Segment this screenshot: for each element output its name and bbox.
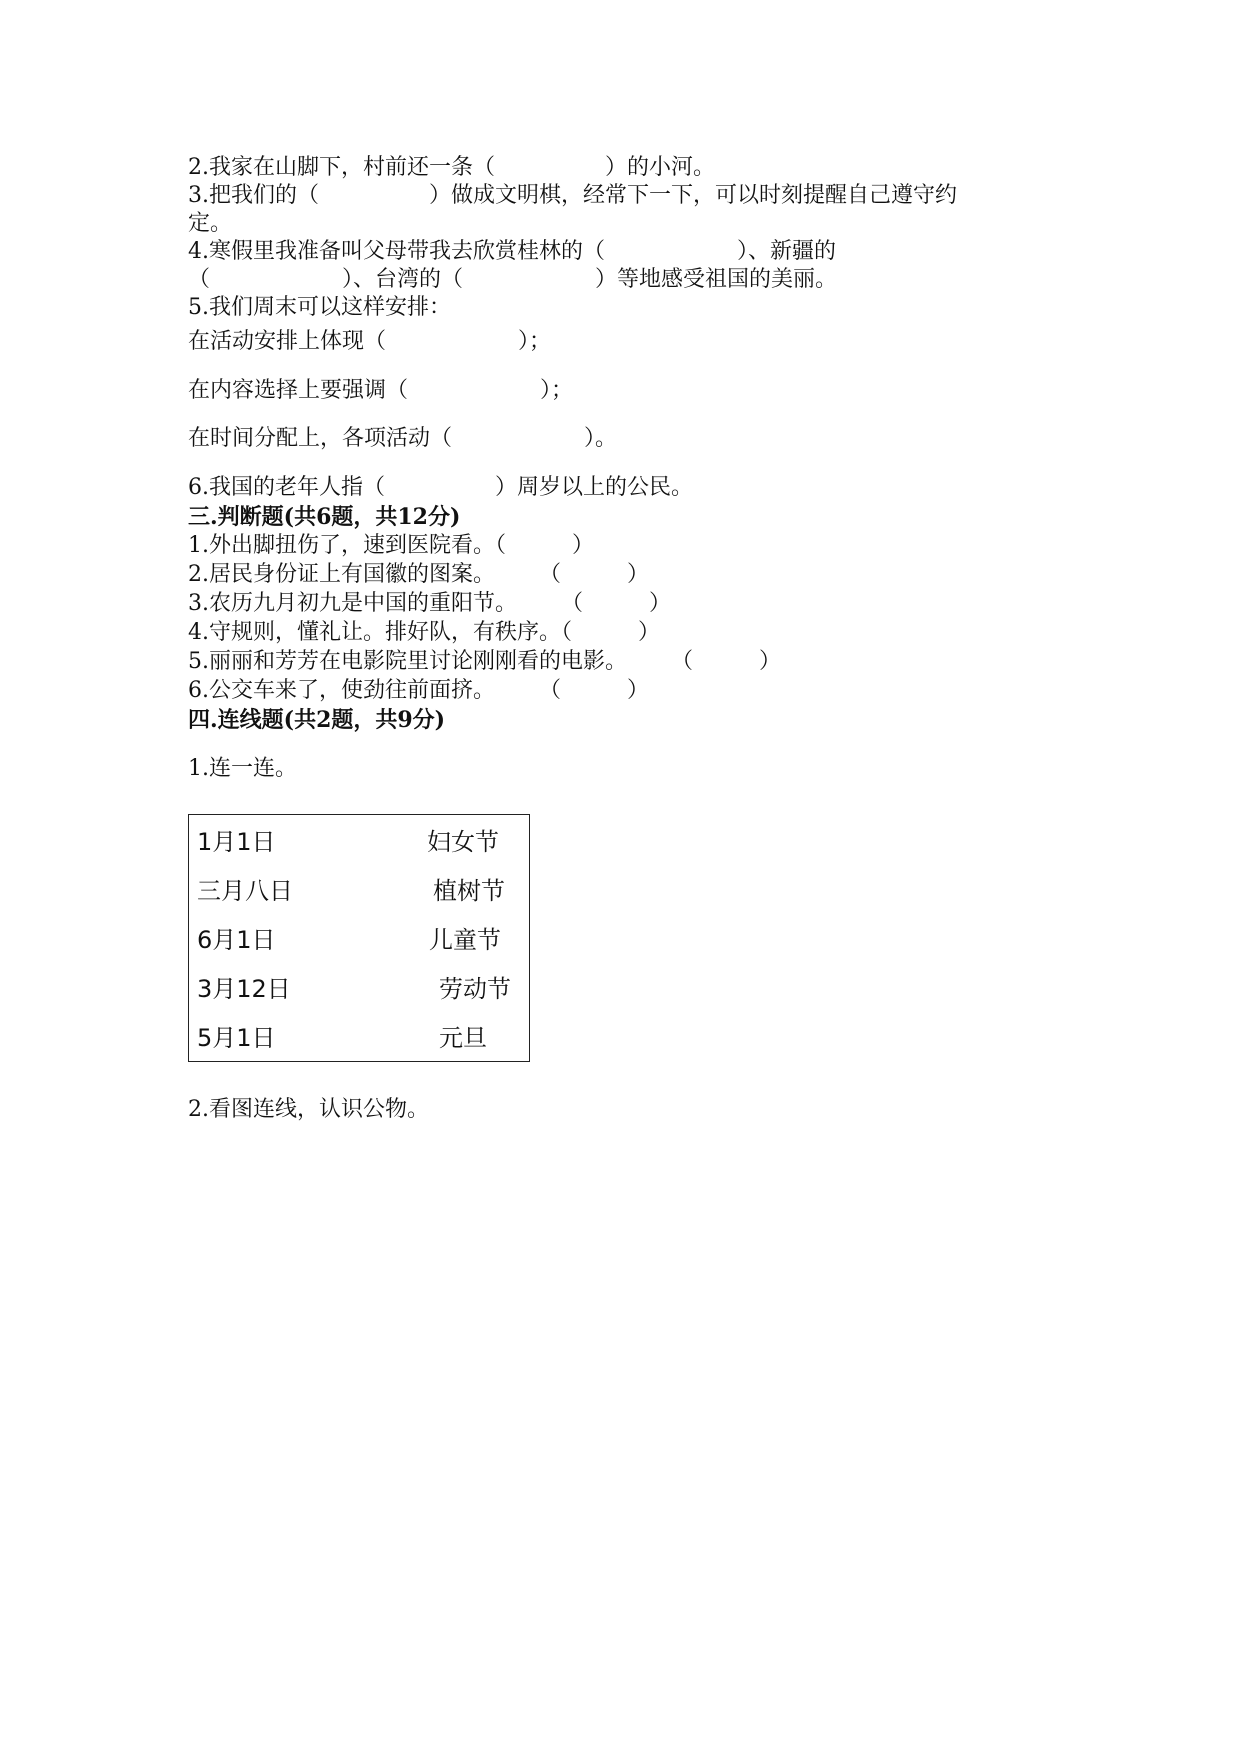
question-3-line1: 3.把我们的（ ）做成文明棋，经常下一下，可以时刻提醒自己遵守约 xyxy=(188,183,957,208)
judgement-item-5: 5.丽丽和芳芳在电影院里讨论刚刚看的电影。 （ ） xyxy=(188,649,781,674)
judgement-item-4: 4.守规则，懂礼让。排好队，有秩序。（ ） xyxy=(188,620,660,645)
section-3-title: 三.判断题(共6题，共12分) xyxy=(188,504,461,530)
judgement-item-3: 3.农历九月初九是中国的重阳节。 （ ） xyxy=(188,591,671,616)
matching-box xyxy=(188,814,530,1062)
question-5-item-a: 在活动安排上体现（ ）； xyxy=(188,329,552,354)
matching-left-item: 三月八日 xyxy=(197,877,293,905)
question-6: 6.我国的老年人指（ ）周岁以上的公民。 xyxy=(188,475,693,500)
matching-right-item: 元旦 xyxy=(439,1024,487,1052)
matching-right-item: 植树节 xyxy=(433,877,505,905)
question-2: 2.我家在山脚下，村前还一条（ ）的小河。 xyxy=(188,155,715,180)
question-5: 5.我们周末可以这样安排： xyxy=(188,295,451,320)
section-4-title: 四.连线题(共2题，共9分) xyxy=(188,707,446,733)
question-5-item-b: 在内容选择上要强调（ ）； xyxy=(188,378,574,403)
judgement-item-6: 6.公交车来了，使劲往前面挤。 （ ） xyxy=(188,678,649,703)
matching-left-item: 6月1日 xyxy=(197,926,276,954)
judgement-item-1: 1.外出脚扭伤了，速到医院看。（ ） xyxy=(188,533,594,558)
matching-question-2: 2.看图连线，认识公物。 xyxy=(188,1097,429,1122)
matching-left-item: 3月12日 xyxy=(197,975,291,1003)
matching-right-item: 儿童节 xyxy=(429,926,501,954)
matching-left-item: 5月1日 xyxy=(197,1024,276,1052)
question-4-line2: （ ）、台湾的（ ）等地感受祖国的美丽。 xyxy=(188,267,838,292)
matching-question-1: 1.连一连。 xyxy=(188,756,297,781)
matching-right-item: 劳动节 xyxy=(439,975,511,1003)
matching-left-item: 1月1日 xyxy=(197,828,276,856)
question-3-line2: 定。 xyxy=(188,211,233,236)
question-5-item-c: 在时间分配上，各项活动（ ）。 xyxy=(188,426,618,451)
matching-right-item: 妇女节 xyxy=(427,828,499,856)
judgement-item-2: 2.居民身份证上有国徽的图案。 （ ） xyxy=(188,562,649,587)
question-4-line1: 4.寒假里我准备叫父母带我去欣赏桂林的（ ）、新疆的 xyxy=(188,239,836,264)
